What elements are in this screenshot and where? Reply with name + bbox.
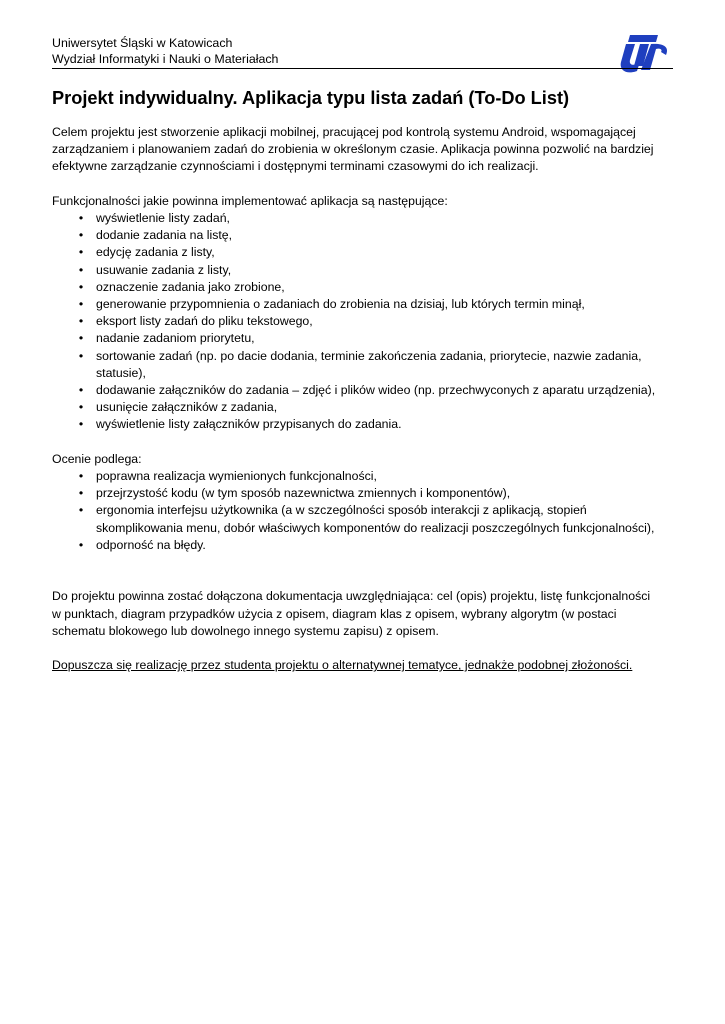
bullet-icon: • [78,279,84,294]
list-item-text: ergonomia interfejsu użytkownika (a w szczególności sposób interakcji z aplikacją, stopień skomplikowania menu, dobór właściwych komponentów do realizacji poszczególnych funkcjonalności), [96,503,655,535]
bullet-icon: • [78,245,84,260]
documentation-paragraph: Do projektu powinna zostać dołączona dokumentacja uwzględniająca: cel (opis) projektu, listę funkcjonalności w punktach, diagram przypadków użycia z opisem, diagram klas z opisem, wybrany algorytm (w postaci schematu blokowego lub dowolnego innego systemu zapisu) z opisem. [52,589,651,638]
list-item [52,244,662,261]
list-item [52,210,662,227]
list-item [52,262,662,279]
features-heading: Funkcjonalności jakie powinna implementować aplikacja są następujące: [52,193,448,208]
list-item [52,348,662,382]
list-item [52,382,662,399]
bullet-icon: • [78,211,84,225]
list-item-text: wyświetlenie listy załączników przypisanych do zadania. [96,417,402,432]
list-item [52,468,662,485]
list-item [52,279,662,296]
list-item [52,416,662,433]
list-item [52,296,662,313]
alternative-topic-note: Dopuszcza się realizację przez studenta projektu o alternatywnej tematyce, jednakże podobnej złożoności. [52,658,633,673]
header-divider [52,68,673,69]
list-item [52,485,662,502]
document-body [52,124,662,674]
university-logo-icon [614,30,674,78]
list-item [52,227,662,244]
list-item [52,537,662,554]
list-item-text: usunięcie załączników z zadania, [96,400,278,415]
bullet-icon: • [78,228,84,243]
bullet-icon: • [78,348,84,363]
list-item-text: dodanie zadania na listę, [96,228,233,243]
bullet-icon: • [78,417,84,432]
list-item-text: przejrzystość kodu (w tym sposób nazewnictwa zmiennych i komponentów), [96,486,511,501]
page-header [52,35,278,67]
list-item-text: eksport listy zadań do pliku tekstowego, [96,314,313,329]
list-item [52,399,662,416]
bullet-icon: • [78,537,84,552]
list-item-text: nadanie zadaniom priorytetu, [96,331,255,346]
grading-heading: Ocenie podlega: [52,451,142,466]
bullet-icon: • [78,331,84,346]
bullet-icon: • [78,297,84,312]
list-item-text: edycję zadania z listy, [96,245,215,260]
bullet-icon: • [78,314,84,329]
features-list [52,210,662,434]
bullet-icon: • [78,262,84,277]
grading-list [52,468,662,554]
list-item-text: poprawna realizacja wymienionych funkcjonalności, [96,469,377,484]
bullet-icon: • [78,503,84,518]
list-item-text: odporność na błędy. [96,537,206,552]
list-item-text: oznaczenie zadania jako zrobione, [96,279,285,294]
list-item-text: wyświetlenie listy zadań, [96,211,230,225]
faculty-name: Wydział Informatyki i Nauki o Materiałach [52,52,279,66]
intro-paragraph: Celem projektu jest stworzenie aplikacji mobilnej, pracującej pod kontrolą systemu Android, wspomagającej zarządzaniem i planowaniem zadań do zrobienia w określonym czasie. Aplikacja powinna pozwolić na bardziej efektywne zarządzanie czynnościami i dostępnymi terminami czasowymi do ich realizacji. [52,125,654,174]
list-item-text: dodawanie załączników do zadania – zdjęć i plików wideo (np. przechwyconych z aparatu urządzenia), [96,383,656,398]
list-item [52,313,662,330]
bullet-icon: • [78,486,84,501]
university-name: Uniwersytet Śląski w Katowicach [52,36,233,50]
bullet-icon: • [78,469,84,484]
list-item-text: generowanie przypomnienia o zadaniach do zrobienia na dzisiaj, lub których termin minął, [96,297,585,312]
bullet-icon: • [78,400,84,415]
document-title: Projekt indywidualny. Aplikacja typu lista zadań (To-Do List) [52,88,570,108]
list-item [52,502,662,536]
bullet-icon: • [78,383,84,398]
list-item-text: sortowanie zadań (np. po dacie dodania, terminie zakończenia zadania, priorytecie, nazwie zadania, statusie), [96,348,642,380]
list-item-text: usuwanie zadania z listy, [96,262,232,277]
list-item [52,330,662,347]
